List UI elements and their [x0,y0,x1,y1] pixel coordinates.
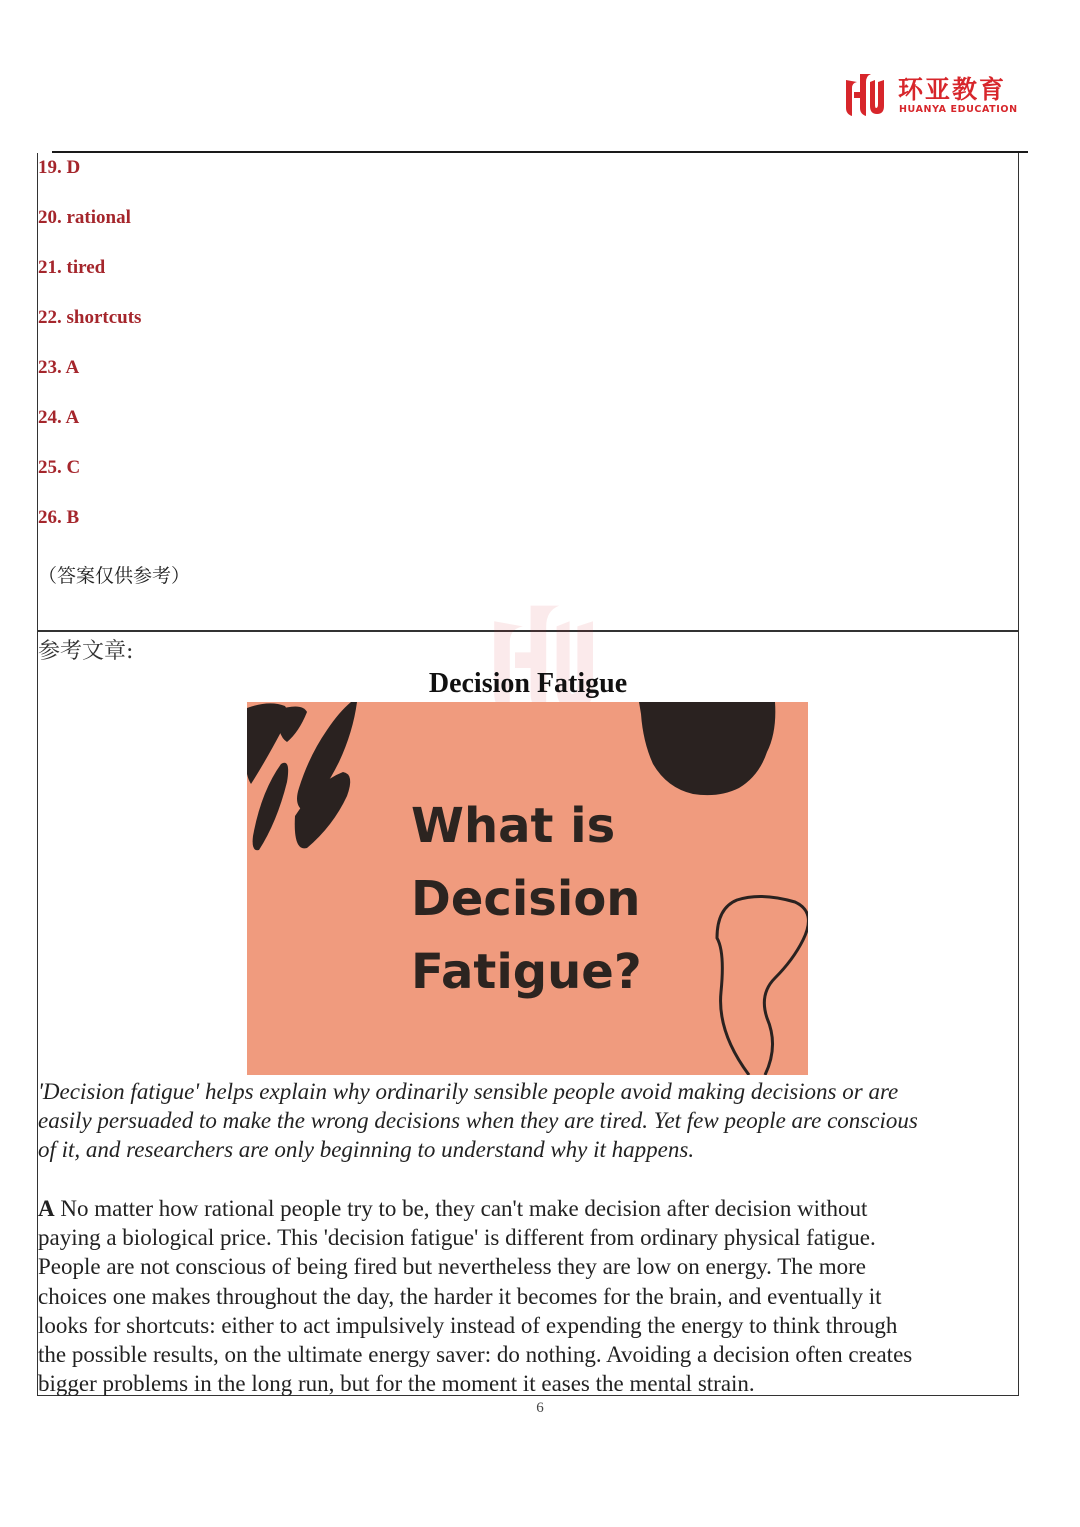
answer-item: 23. A [38,357,80,378]
answer-item: 24. A [38,407,80,428]
brand-logo [838,66,1018,120]
article-title: Decision Fatigue [428,668,628,699]
answer-item: 21. tired [38,257,106,278]
paragraph-line: looks for shortcuts: either to act impulsively instead of expending the energy to think through [38,1312,898,1338]
intro-line: 'Decision fatigue' helps explain why ordinarily sensible people avoid making decisions or are [38,1079,899,1104]
article-intro [38,1077,1020,1164]
brand-name-en: HUANYA EDUCATION [899,104,1018,115]
paragraph-line: bigger problems in the long run, but for the moment it eases the mental strain. [38,1371,755,1397]
paragraph-letter: A [38,1196,55,1221]
article-illustration [247,702,808,1075]
answer-item: 20. rational [38,207,131,228]
huanya-logo-icon [840,68,888,118]
answer-item: 25. C [38,457,81,478]
paragraph-line: No matter how rational people try to be, they can't make decision after decision without [54,1196,868,1221]
paragraph-line: choices one makes throughout the day, the harder it becomes for the brain, and eventually it [38,1283,882,1309]
answer-item: 26. B [38,507,80,528]
illustration-line: Decision [411,871,641,927]
intro-line: of it, and researchers are only beginning to understand why it happens. [38,1137,695,1162]
answer-item: 22. shortcuts [38,307,142,328]
paragraph-line: the possible results, on the ultimate energy saver: do nothing. Avoiding a decision often creates [38,1342,913,1368]
answer-item: 19. D [38,157,81,178]
watermark-logo-icon [446,590,636,720]
paragraph-line: paying a biological price. This 'decision fatigue' is different from ordinary physical fatigue. [38,1225,876,1251]
answer-list [38,155,141,555]
page-number: 6 [536,1400,544,1416]
brand-name-cn: 环亚教育 [898,75,1007,104]
intro-line: easily persuaded to make the wrong decisions when they are tired. Yet few people are conscious [38,1108,918,1133]
paragraph-line: People are not conscious of being fired but nevertheless they are low on energy. The more [38,1254,866,1280]
illustration-line: Fatigue? [411,944,642,1000]
reference-label: 参考文章: [38,639,134,664]
answers-disclaimer: （答案仅供参考） [38,565,191,587]
paragraph-first-line [38,1194,1020,1223]
illustration-caption [411,790,642,1009]
illustration-line: What is [411,798,616,854]
article-paragraph-a [38,1194,1020,1398]
